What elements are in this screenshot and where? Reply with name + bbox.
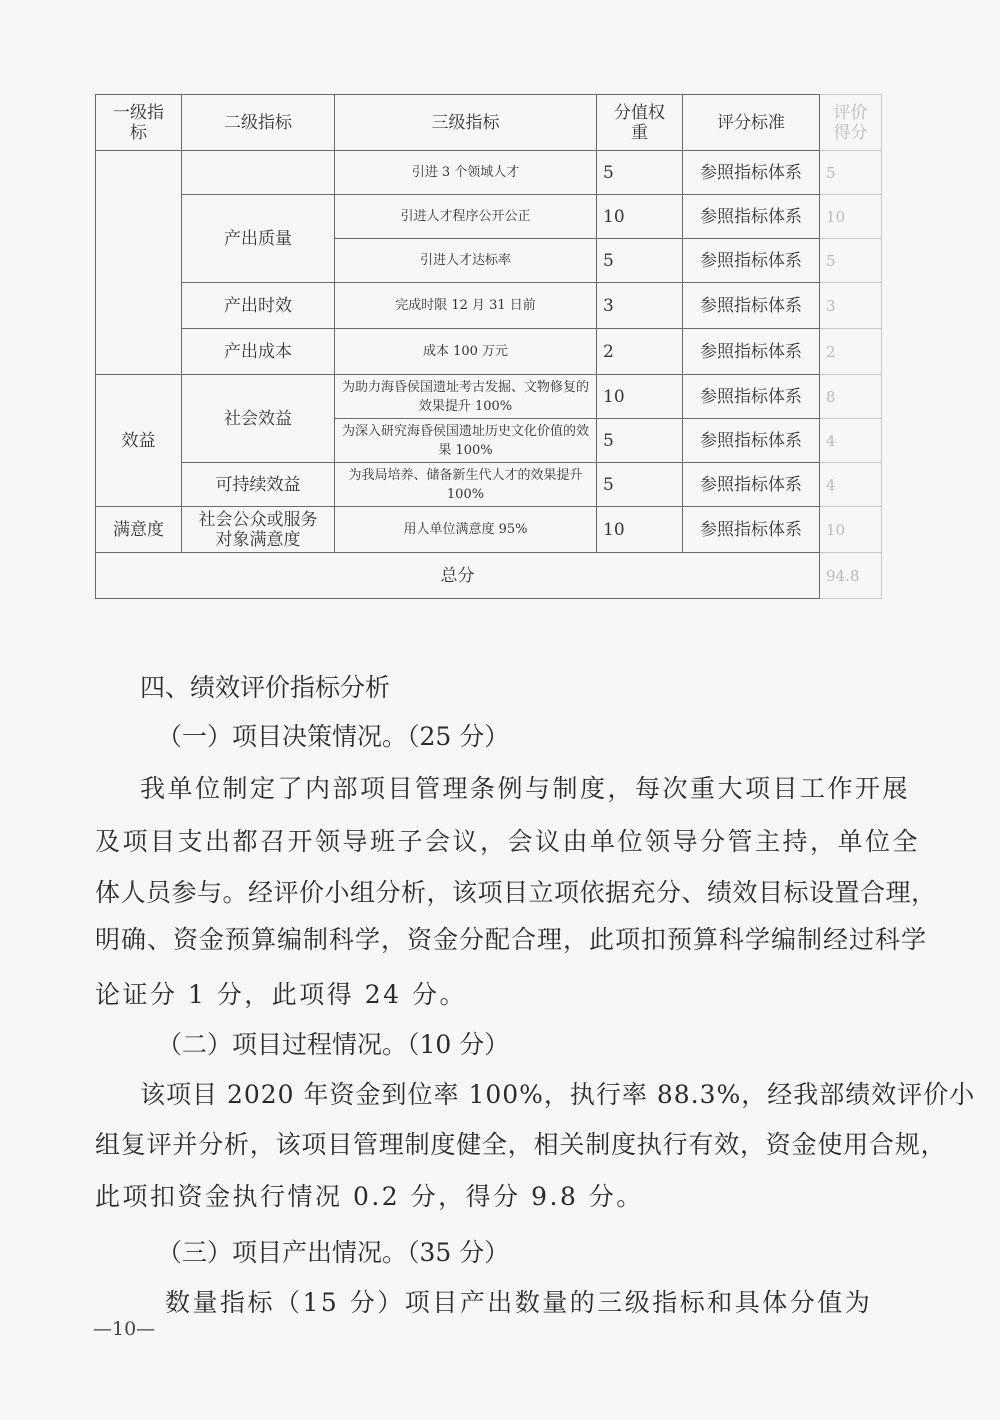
total-row [96, 553, 882, 599]
paragraph-line: 我单位制定了内部项目管理条例与制度，每次重大项目工作开展 [140, 774, 911, 803]
table-row [96, 195, 882, 239]
table-row [96, 329, 882, 375]
table-row [96, 375, 882, 419]
level2-cell: 社会效益 [182, 375, 335, 463]
header-standard: 评分标准 [683, 95, 820, 151]
level2-cell: 可持续效益 [182, 463, 335, 507]
paragraph-line: 该项目 2020 年资金到位率 100%，执行率 88.3%，经我部绩效评价小 [140, 1080, 976, 1109]
weight-cell: 3 [597, 283, 683, 329]
paragraph-line: 明确、资金预算编制科学，资金分配合理，此项扣预算科学编制经过科学 [95, 925, 928, 954]
score-cell: 5 [820, 239, 882, 283]
level2-cell: 社会公众或服务对象满意度 [182, 507, 335, 553]
level3-cell: 完成时限 12 月 31 日前 [335, 283, 597, 329]
paragraph-line: 数量指标（15 分）项目产出数量的三级指标和具体分值为 [165, 1288, 873, 1317]
standard-cell: 参照指标体系 [683, 507, 820, 553]
weight-cell: 5 [597, 419, 683, 463]
total-label: 总分 [96, 553, 820, 599]
table-row [96, 151, 882, 195]
level2-cell-empty [182, 151, 335, 195]
standard-cell: 参照指标体系 [683, 375, 820, 419]
paragraph-line: 组复评并分析，该项目管理制度健全，相关制度执行有效，资金使用合规， [95, 1130, 947, 1159]
level3-cell: 引进 3 个领域人才 [335, 151, 597, 195]
subsection-title-3: （三）项目产出情况。（35 分） [157, 1238, 510, 1267]
weight-cell: 2 [597, 329, 683, 375]
total-score: 94.8 [820, 553, 882, 599]
standard-cell: 参照指标体系 [683, 151, 820, 195]
level1-cell: 效益 [96, 375, 182, 507]
level2-cell: 产出时效 [182, 283, 335, 329]
paragraph-line: 论证分 1 分，此项得 24 分。 [95, 980, 468, 1009]
standard-cell: 参照指标体系 [683, 283, 820, 329]
level2-cell: 产出成本 [182, 329, 335, 375]
level3-cell: 引进人才程序公开公正 [335, 195, 597, 239]
table-row [96, 507, 882, 553]
header-level2: 二级指标 [182, 95, 335, 151]
score-cell: 2 [820, 329, 882, 375]
level3-cell: 为深入研究海昏侯国遗址历史文化价值的效果 100% [335, 419, 597, 463]
score-cell: 4 [820, 419, 882, 463]
score-cell: 3 [820, 283, 882, 329]
table-header-row [96, 95, 882, 151]
level3-cell: 成本 100 万元 [335, 329, 597, 375]
standard-cell: 参照指标体系 [683, 195, 820, 239]
level3-cell: 为助力海昏侯国遗址考古发掘、文物修复的效果提升 100% [335, 375, 597, 419]
level2-cell: 产出质量 [182, 195, 335, 283]
weight-cell: 5 [597, 463, 683, 507]
page-number: —10— [93, 1318, 156, 1340]
table-row [96, 463, 882, 507]
score-cell: 4 [820, 463, 882, 507]
paragraph-line: 体人员参与。经评价小组分析，该项目立项依据充分、绩效目标设置合理， [95, 878, 937, 907]
header-score: 评价得分 [820, 95, 882, 151]
weight-cell: 5 [597, 151, 683, 195]
standard-cell: 参照指标体系 [683, 239, 820, 283]
level3-cell: 为我局培养、储备新生代人才的效果提升 100% [335, 463, 597, 507]
weight-cell: 10 [597, 507, 683, 553]
weight-cell: 5 [597, 239, 683, 283]
standard-cell: 参照指标体系 [683, 329, 820, 375]
subsection-title-2: （二）项目过程情况。（10 分） [157, 1030, 510, 1059]
paragraph-line: 及项目支出都召开领导班子会议，会议由单位领导分管主持，单位全 [95, 827, 921, 856]
level1-cell-empty [96, 151, 182, 375]
subsection-title-1: （一）项目决策情况。（25 分） [157, 722, 510, 751]
header-level3: 三级指标 [335, 95, 597, 151]
level3-cell: 引进人才达标率 [335, 239, 597, 283]
weight-cell: 10 [597, 195, 683, 239]
performance-score-table [95, 94, 882, 599]
score-cell: 10 [820, 195, 882, 239]
score-cell: 5 [820, 151, 882, 195]
weight-cell: 10 [597, 375, 683, 419]
level3-cell: 用人单位满意度 95% [335, 507, 597, 553]
standard-cell: 参照指标体系 [683, 419, 820, 463]
section-title: 四、绩效评价指标分析 [140, 673, 391, 702]
standard-cell: 参照指标体系 [683, 463, 820, 507]
paragraph-line: 此项扣资金执行情况 0.2 分，得分 9.8 分。 [95, 1182, 644, 1211]
level1-cell: 满意度 [96, 507, 182, 553]
score-cell: 10 [820, 507, 882, 553]
header-weight: 分值权重 [597, 95, 683, 151]
score-cell: 8 [820, 375, 882, 419]
header-level1: 一级指标 [96, 95, 182, 151]
table-row [96, 283, 882, 329]
